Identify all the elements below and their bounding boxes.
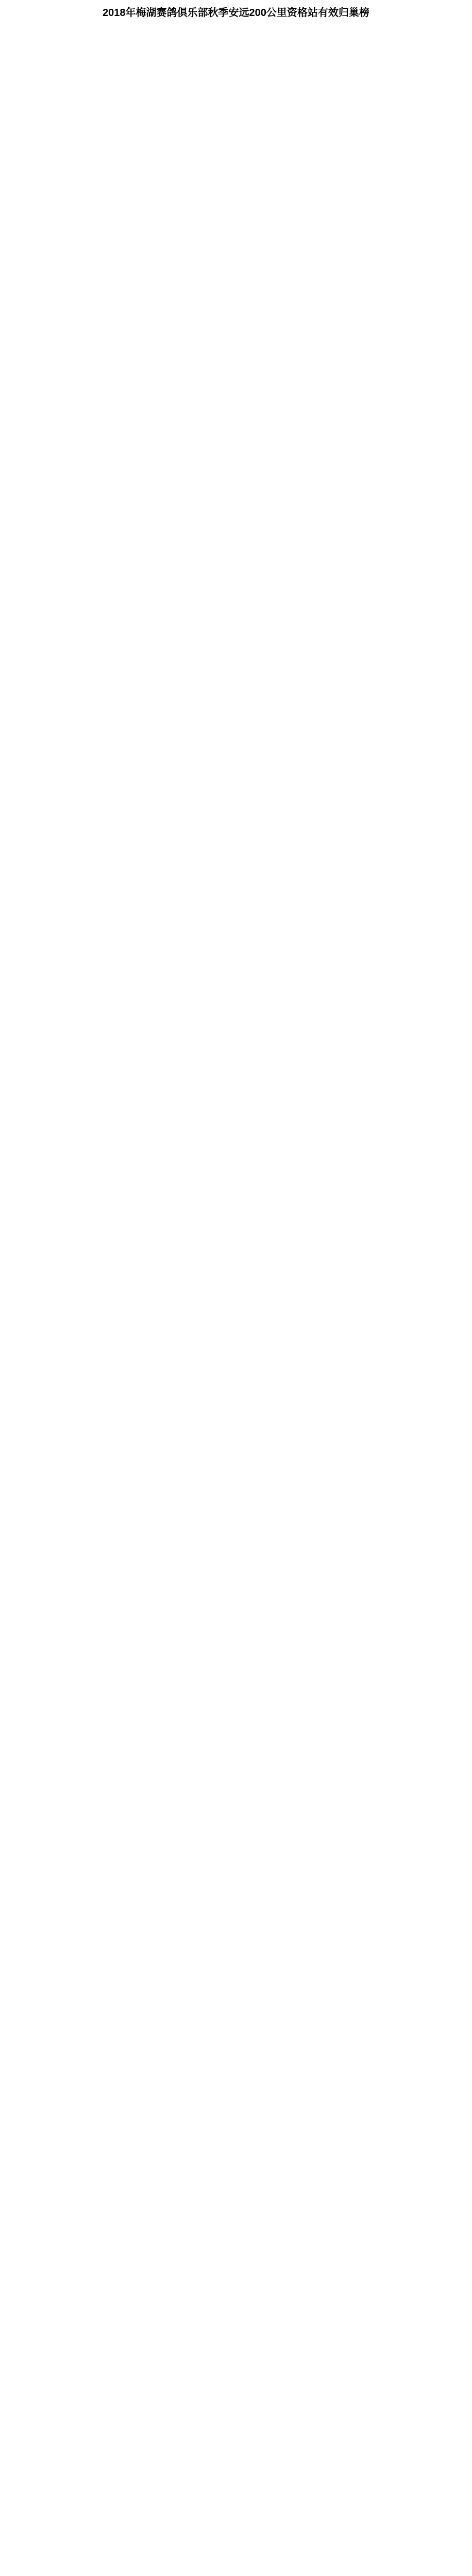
page-title: 2018年梅湖赛鸽俱乐部秋季安远200公里资格站有效归巢榜 [103, 7, 369, 19]
